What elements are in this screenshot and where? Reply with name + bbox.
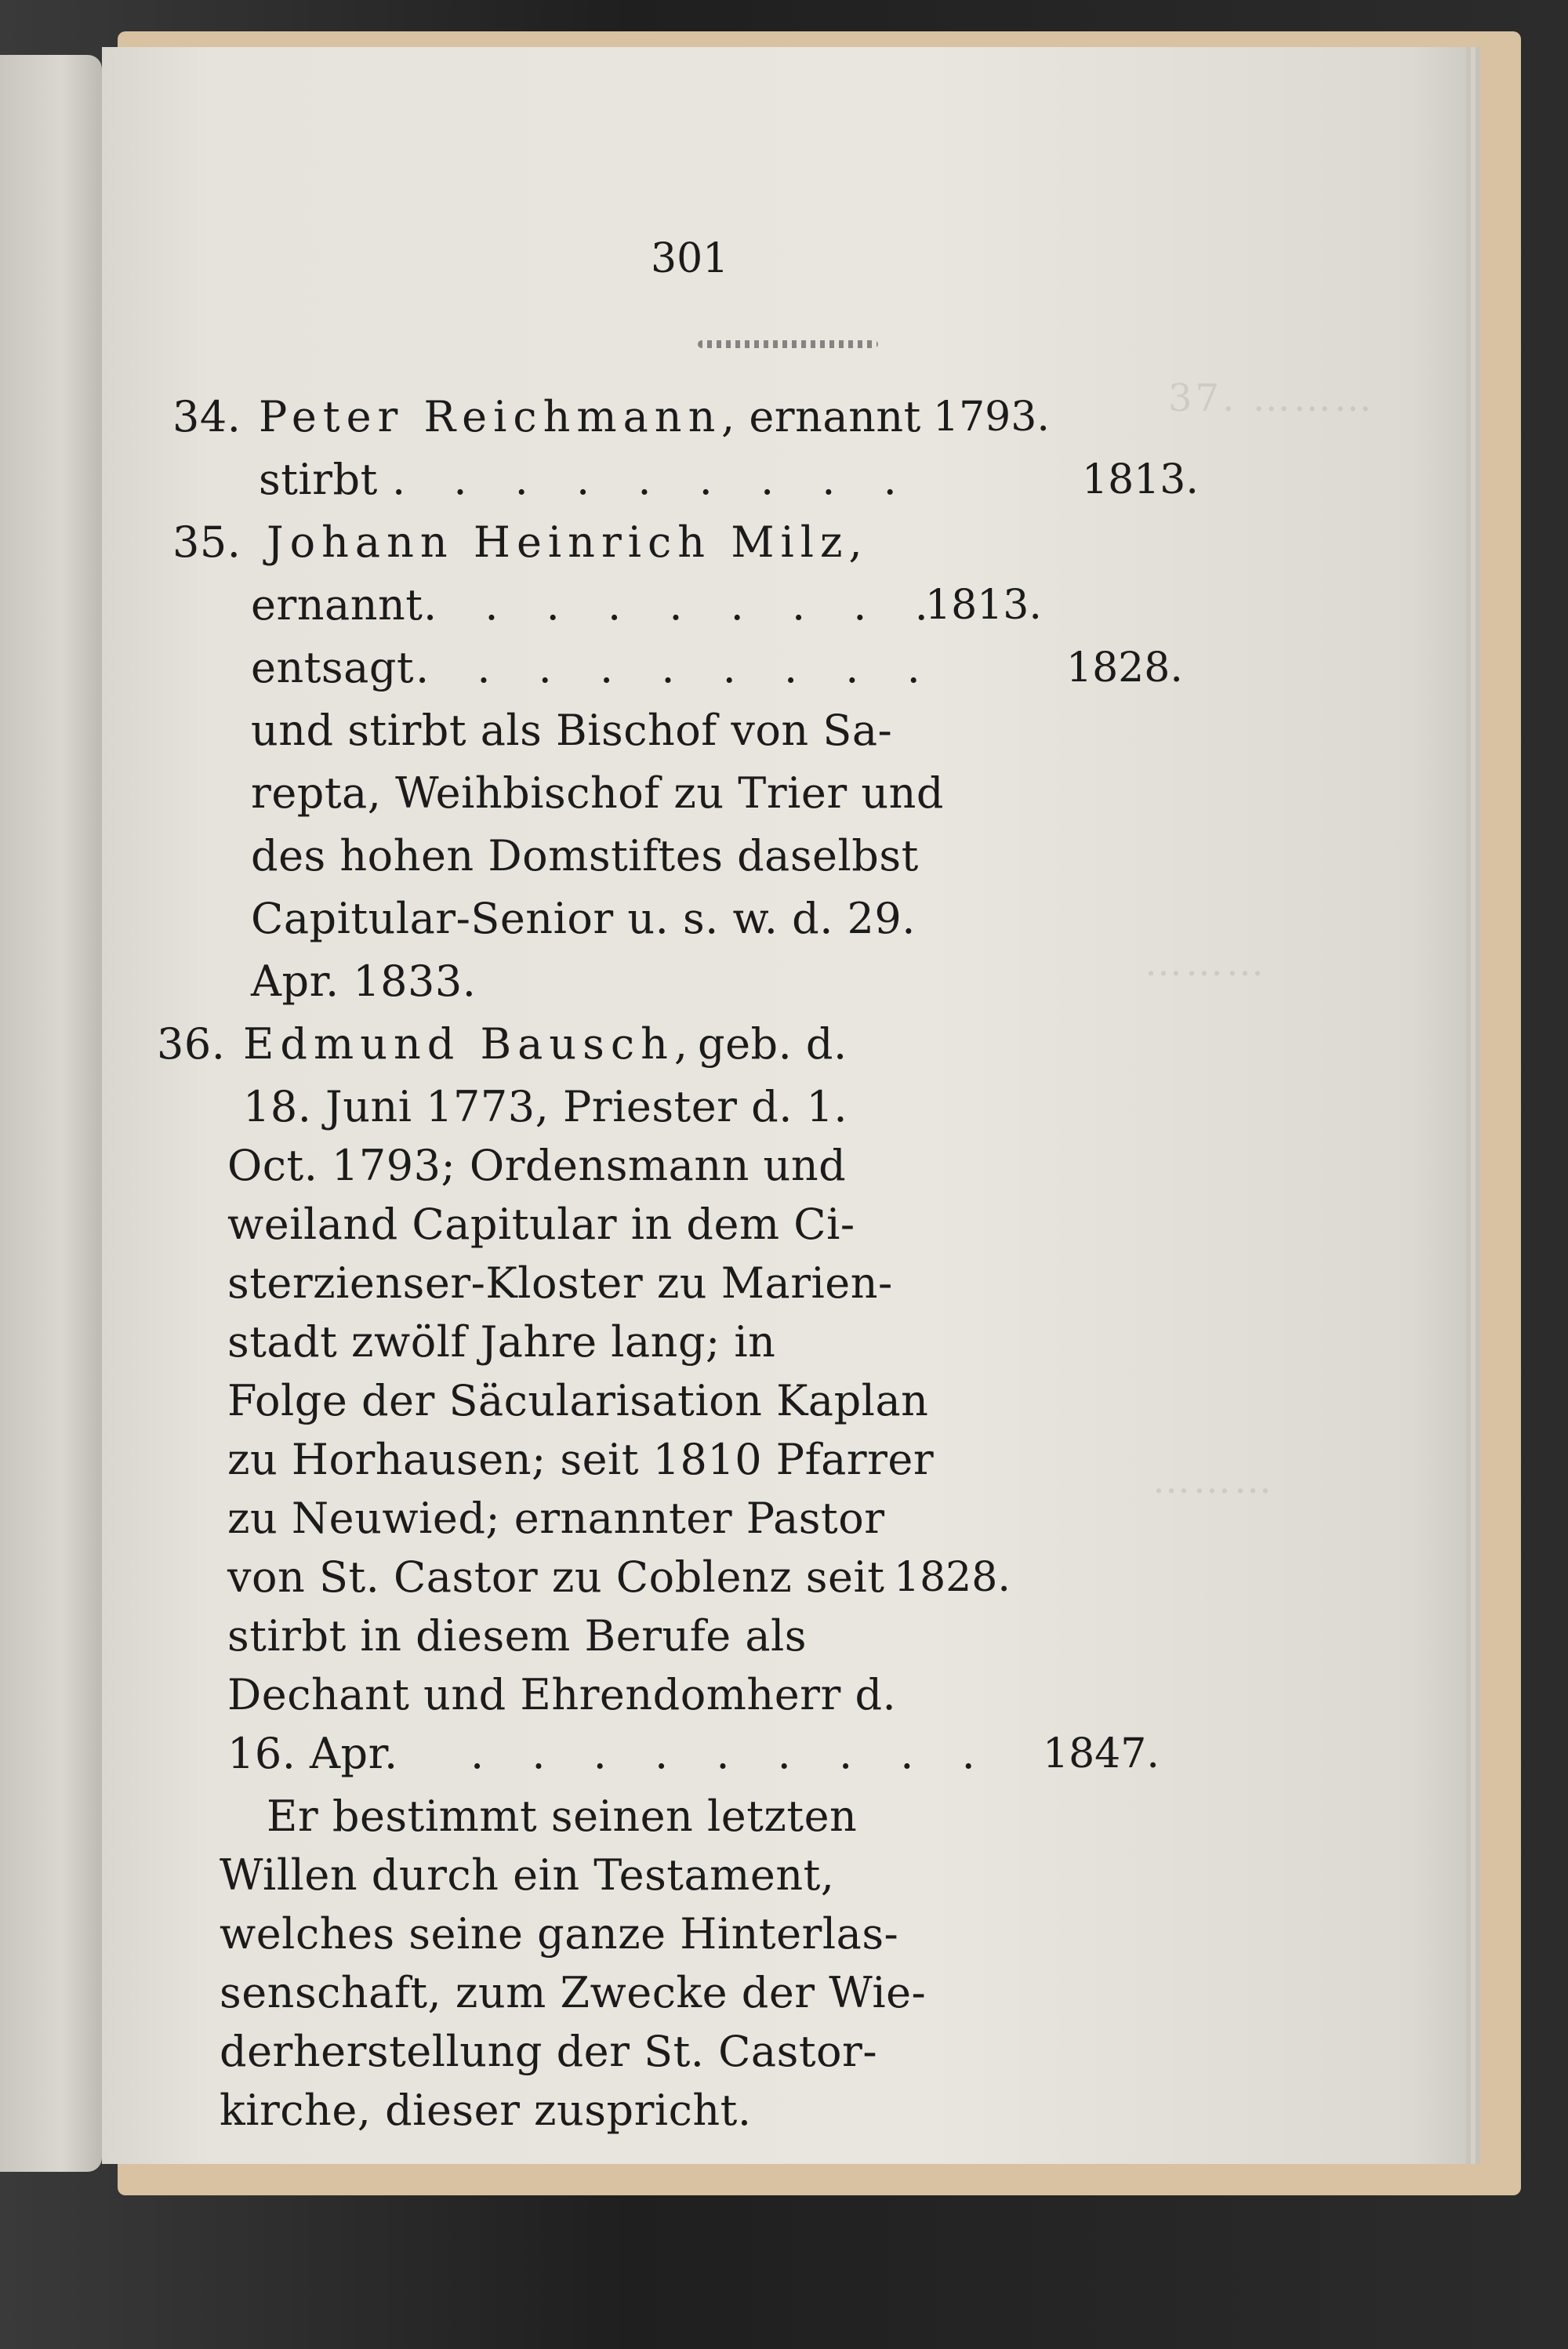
entry-number: 36. xyxy=(157,1019,226,1069)
entry-text: weiland Capitular in dem Ci- xyxy=(227,1200,855,1249)
page-number: 301 xyxy=(651,235,729,282)
entry-text: stirbt in diesem Berufe als xyxy=(227,1611,807,1661)
left-page-edge xyxy=(0,55,102,2172)
will-text: Er bestimmt seinen letzten xyxy=(267,1792,858,1841)
appointed-year: 1828. xyxy=(894,1554,1011,1601)
entry-text: entsagt xyxy=(251,643,415,692)
entry-text: Oct. 1793; Ordensmann und xyxy=(227,1141,847,1190)
page-number-ornament xyxy=(698,340,878,348)
appointed-year: 1813. xyxy=(925,582,1042,629)
entry-name: Johann Heinrich Milz, xyxy=(267,517,869,567)
entry-name: Edmund Bausch, xyxy=(243,1019,695,1069)
entry-text: repta, Weihbischof zu Trier und xyxy=(251,768,944,818)
died-year: 1813. xyxy=(1082,456,1199,503)
show-through-text: ……… xyxy=(1152,1458,1275,1502)
entry-text: Dechant und Ehrendomherr d. xyxy=(227,1670,897,1719)
show-through-text: 37. ……… xyxy=(1168,376,1375,420)
died-year: 1847. xyxy=(1043,1730,1160,1777)
dot-leader: . . . . . . . . . xyxy=(423,580,946,630)
entry-number: 34. xyxy=(172,392,241,441)
entry-text: 16. Apr. xyxy=(227,1729,398,1778)
show-through-text: ……… xyxy=(1145,941,1267,985)
entry-text: Apr. 1833. xyxy=(251,957,477,1006)
will-text: derherstellung der St. Castor- xyxy=(220,2027,878,2076)
entry-text: Folge der Säcularisation Kaplan xyxy=(227,1376,929,1425)
dot-leader: . . . . . . . . . xyxy=(392,455,914,504)
entry-number: 35. xyxy=(172,517,241,567)
entry-text: Capitular-Senior u. s. w. d. 29. xyxy=(251,894,916,943)
entry-text: zu Neuwied; ernannter Pastor xyxy=(227,1494,885,1543)
entry-text: von St. Castor zu Coblenz seit xyxy=(227,1552,885,1602)
dot-leader: . . . . . . . . . xyxy=(470,1729,993,1778)
entry-text: stadt zwölf Jahre lang; in xyxy=(227,1317,776,1367)
book-page xyxy=(102,47,1466,2164)
entry-text: des hohen Domstiftes daselbst xyxy=(251,831,919,880)
will-text: Willen durch ein Testament, xyxy=(220,1850,835,1900)
entry-text: 18. Juni 1773, Priester d. 1. xyxy=(243,1082,848,1131)
entry-text: , ernannt xyxy=(721,392,921,441)
will-text: senschaft, zum Zwecke der Wie- xyxy=(220,1968,927,2017)
entry-text: sterzienser-Kloster zu Marien- xyxy=(227,1258,893,1308)
entry-text: stirbt xyxy=(259,455,378,504)
will-text: kirche, dieser zuspricht. xyxy=(220,2086,752,2135)
entry-text: ernannt xyxy=(251,580,423,630)
resigned-year: 1828. xyxy=(1066,644,1183,692)
will-text: welches seine ganze Hinterlas- xyxy=(220,1909,899,1959)
entry-text: geb. d. xyxy=(698,1019,848,1069)
appointed-year: 1793. xyxy=(933,394,1050,441)
entry-text: zu Horhausen; seit 1810 Pfarrer xyxy=(227,1435,935,1484)
dot-leader: . . . . . . . . . xyxy=(416,643,938,692)
entry-text: und stirbt als Bischof von Sa- xyxy=(251,706,893,755)
entry-name: Peter Reichmann xyxy=(259,392,722,441)
